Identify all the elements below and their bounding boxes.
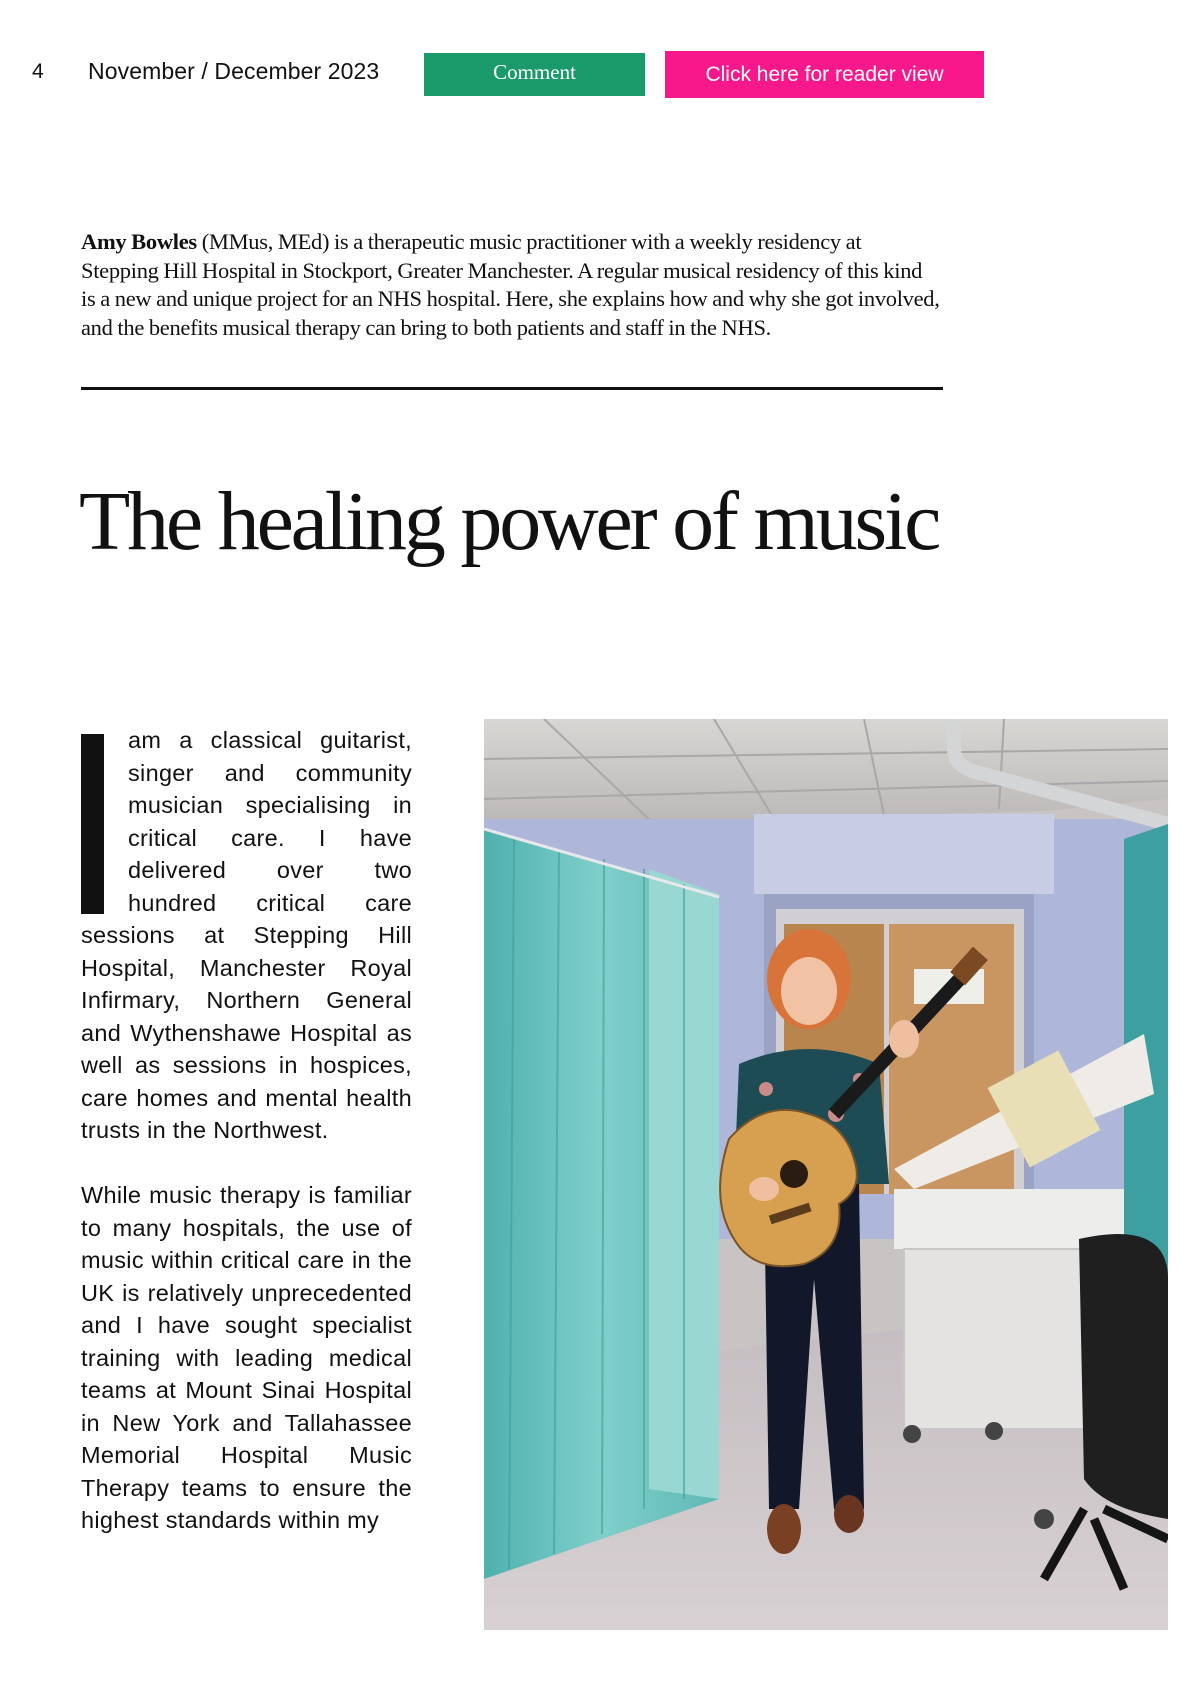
article-headline: The healing power of music bbox=[79, 475, 939, 568]
page-number: 4 bbox=[32, 60, 44, 83]
divider bbox=[81, 387, 943, 390]
standfirst-text: (MMus, MEd) is a therapeutic music practitioner with a weekly residency at Stepping Hill Hospital in Stockport, Greater Manchester. A regular musical residency of this kind is a new and unique project for an NHS hospital. Here, she explains how and why she got involved, and the benefits musical therapy can bring to both patients and staff in the NHS. bbox=[81, 229, 940, 340]
paragraph-text: While music therapy is familiar to many hospitals, the use of music within critical care in the UK is relatively unprecedented and I have sought specialist training with leading medical teams at Mount Sinai Hospital in New York and Tallahassee Memorial Hospital Music Therapy teams to ensure the highest standards within my bbox=[81, 1182, 412, 1533]
article-body bbox=[81, 724, 412, 1569]
reader-view-button[interactable]: Click here for reader view bbox=[665, 51, 984, 98]
article-photo bbox=[484, 719, 1168, 1630]
body-paragraph bbox=[81, 1179, 412, 1537]
issue-date: November / December 2023 bbox=[88, 58, 380, 84]
body-paragraph bbox=[81, 724, 412, 1147]
paragraph-text: am a classical guitarist, singer and community musician specialising in critical care. I have delivered over two hundred critical care sessions at Stepping Hill Hospital, Manchester Royal Infirmary, Northern General and Wythenshawe Hospital as well as sessions in hospices, care homes and mental health trusts in the Northwest. bbox=[81, 727, 412, 1143]
drop-cap-i bbox=[81, 734, 104, 914]
comment-button[interactable]: Comment bbox=[424, 53, 645, 96]
photo-guitarist-in-ward bbox=[484, 719, 1168, 1630]
author-name: Amy Bowles bbox=[81, 229, 197, 254]
standfirst bbox=[81, 228, 941, 342]
